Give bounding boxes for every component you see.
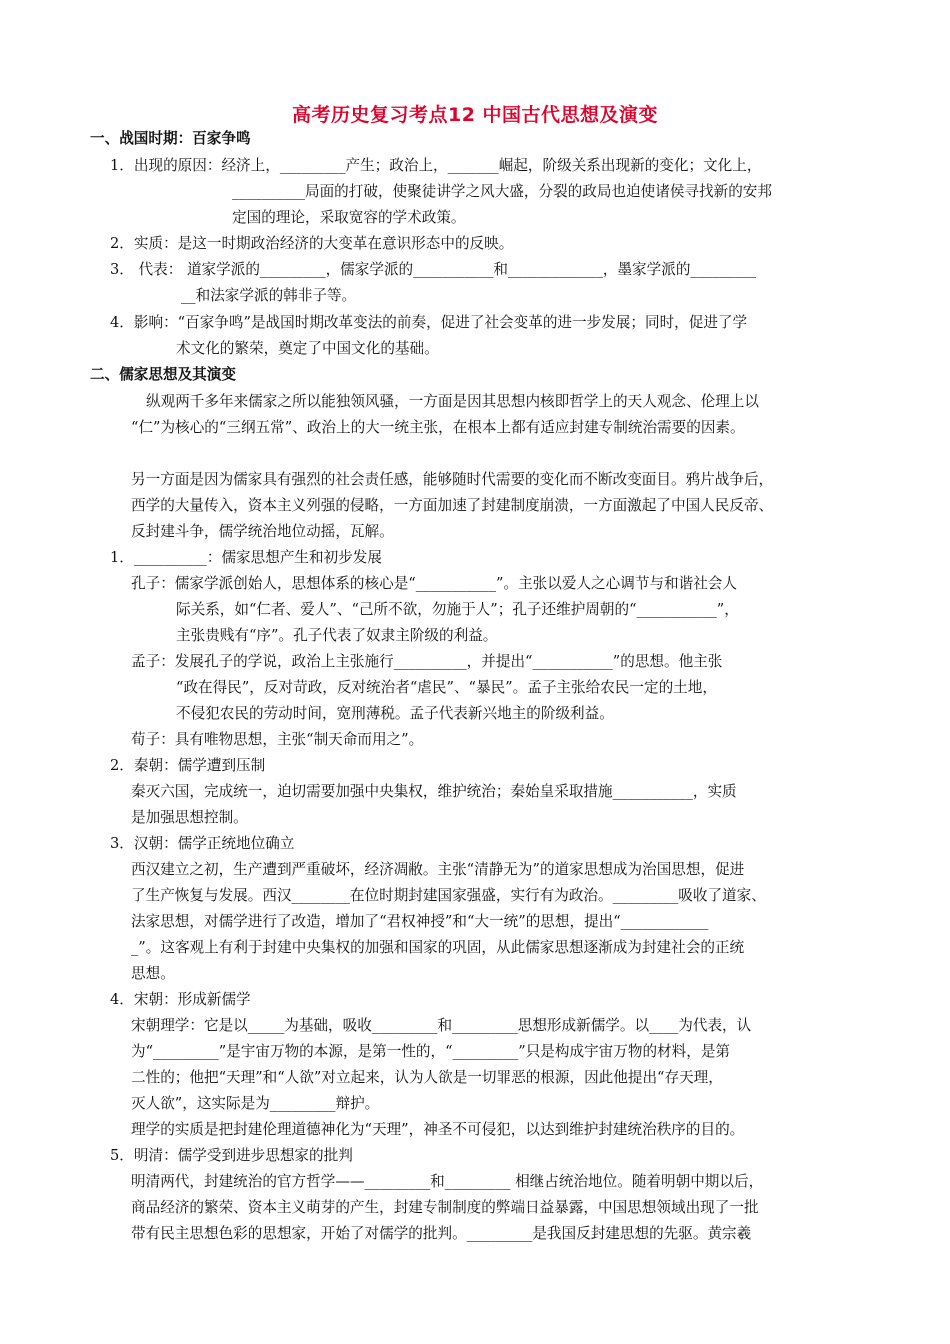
text-line: 1．出现的原因：经济上，_________产生；政治上，_______崛起，阶级关系出现新的变化；文化上， (110, 157, 762, 174)
text-line: 2．实质：是这一时期政治经济的大变革在意识形态中的反映。 (110, 235, 514, 252)
text-line: 西学的大量传入，资本主义列强的侵略，一方面加速了封建制度崩溃，一方面激起了中国人民反帝、 (131, 497, 774, 514)
text-line: 不侵犯农民的劳动时间，宽刑薄税。孟子代表新兴地主的阶级利益。 (176, 705, 614, 722)
text-line: 定国的理论，采取宽容的学术政策。 (232, 209, 466, 226)
subsection-heading: 1．__________：儒家思想产生和初步发展 (110, 549, 382, 566)
subsection-heading: 2．秦朝：儒学遭到压制 (110, 757, 266, 774)
text-line: 术文化的繁荣，奠定了中国文化的基础。 (176, 340, 439, 357)
text-line: 另一方面是因为儒家具有强烈的社会责任感，能够随时代需要的变化而不断改变面目。鸦片战争后， (131, 471, 774, 488)
text-line: 荀子：具有唯物思想，主张“制天命而用之”。 (131, 731, 424, 748)
text-line: _”。这客观上有利于封建中央集权的加强和国家的巩固，从此儒家思想逐渐成为封建社会的正统 (131, 939, 745, 956)
text-line: 带有民主思想色彩的思想家，开始了对儒学的批判。_________是我国反封建思想的先驱。黄宗羲 (131, 1225, 752, 1242)
text-line: 明清两代，封建统治的官方哲学——_________和_________ 相继占统治地位。随着明朝中期以后， (131, 1173, 764, 1190)
text-line: 孟子：发展孔子的学说，政治上主张施行__________，并提出“___________”的思想。他主张 (131, 653, 723, 670)
text-line: 宋朝理学：它是以_____为基础，吸收_________和_________思想形成新儒学。以____为代表，认 (131, 1017, 752, 1034)
text-line: 理学的实质是把封建伦理道德神化为“天理”，神圣不可侵犯，以达到维护封建统治秩序的目的。 (131, 1121, 745, 1138)
text-line: “仁”为核心的“三纲五常”、政治上的大一统主张，在根本上都有适应封建专制统治需要的因素。 (131, 419, 745, 436)
subsection-heading: 3．汉朝：儒学正统地位确立 (110, 835, 295, 852)
text-line: 主张贵贱有“序”。孔子代表了奴隶主阶级的利益。 (176, 627, 498, 644)
text-line: 二性的；他把“天理”和“人欲”对立起来，认为人欲是一切罪恶的根源，因此他提出“存天理， (131, 1069, 723, 1086)
section-heading-confucianism: 二、儒家思想及其演变 (90, 366, 236, 383)
text-line: __和法家学派的韩非子等。 (181, 287, 357, 304)
text-line: __________局面的打破，使聚徒讲学之风大盛，分裂的政局也迫使诸侯寻找新的安邦 (232, 183, 772, 200)
text-line: 秦灭六国，完成统一，迫切需要加强中央集权，维护统治；秦始皇采取措施___________，实质 (131, 783, 737, 800)
text-line: 思想。 (131, 965, 175, 982)
document-title: 高考历史复习考点12 中国古代思想及演变 (291, 104, 659, 126)
text-line: 商品经济的繁荣、资本主义萌芽的产生，封建专制制度的弊端日益暴露，中国思想领域出现了一批 (131, 1199, 759, 1216)
text-line: 西汉建立之初，生产遭到严重破坏，经济凋敝。主张“清静无为”的道家思想成为治国思想，促进 (131, 861, 745, 878)
subsection-heading: 5．明清：儒学受到进步思想家的批判 (110, 1147, 353, 1164)
text-line: 际关系，如“仁者、爱人”、“己所不欲，勿施于人”；孔子还维护周朝的“___________”， (176, 601, 739, 618)
text-line: 纵观两千多年来儒家之所以能独领风骚，一方面是因其思想内核即哲学上的天人观念、伦理上以 (146, 393, 759, 410)
text-line: 为“_________”是宇宙万物的本源，是第一性的，“_________”只是构成宇宙万物的材料，是第 (131, 1043, 731, 1060)
subsection-heading: 4．宋朝：形成新儒学 (110, 991, 251, 1008)
text-line: 了生产恢复与发展。西汉________在位时期封建国家强盛，实行有为政治。_________吸收了道家、 (131, 887, 766, 904)
section-heading-warring-states: 一、战国时期：百家争鸣 (90, 130, 251, 147)
text-line: 孔子：儒家学派创始人，思想体系的核心是“___________”。主张以爱人之心调节与和谐社会人 (131, 575, 737, 592)
text-line: “政在得民”，反对苛政，反对统治者“虐民”、“暴民”。孟子主张给农民一定的土地， (176, 679, 717, 696)
text-line: 法家思想，对儒学进行了改造，增加了“君权神授”和“大一统”的思想，提出“____________ (131, 913, 709, 930)
text-line: 3． 代表： 道家学派的_________，儒家学派的___________和_____________，墨家学派的_________ (110, 261, 757, 278)
text-line: 灭人欲”，这实际是为_________辩护。 (131, 1095, 380, 1112)
text-line: 是加强思想控制。 (131, 809, 248, 826)
text-line: 反封建斗争，儒学统治地位动摇，瓦解。 (131, 523, 394, 540)
text-line: 4．影响：“百家争鸣”是战国时期改革变法的前奏，促进了社会变革的进一步发展；同时，促进了学 (110, 314, 748, 331)
